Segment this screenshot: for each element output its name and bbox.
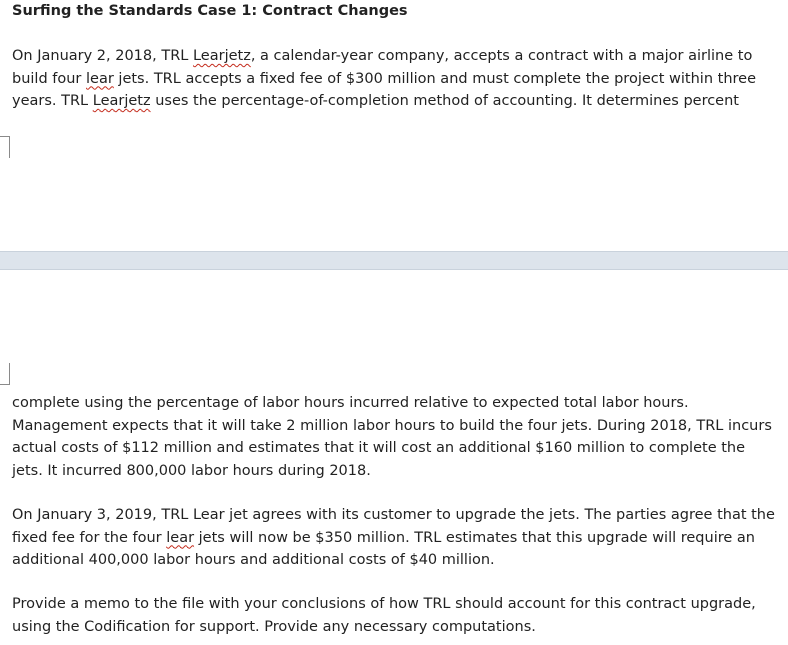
page-break-gap [0,251,788,270]
paragraph-2 [12,504,775,572]
page-corner-mark [0,363,10,385]
paragraph-line: Management expects that it will take 2 million labor hours to build the four jets. During 2018, TRL incurs [12,417,772,434]
misspelled-word[interactable]: Learjetz [92,93,151,109]
paragraph-1 [12,45,756,113]
paragraph-line: jets. It incurred 800,000 labor hours during 2018. [12,462,371,479]
paragraph-line: using the Codification for support. Provide any necessary computations. [12,618,536,635]
misspelled-word[interactable]: lear [86,70,114,87]
paragraph-line: fixed fee for the four lear jets will now be $350 million. TRL estimates that this upgrade will require an [12,529,755,546]
paragraph-line: On January 3, 2019, TRL Lear jet agrees with its customer to upgrade the jets. The parties agree that the [12,507,775,523]
document-title: Surfing the Standards Case 1: Contract Changes [12,3,408,19]
paragraph-line: On January 2, 2018, TRL Learjetz, a calendar-year company, accepts a contract with a major airline to [12,48,753,64]
paragraph-line: years. TRL Learjetz uses the percentage-of-completion method of accounting. It determines percent [12,93,739,109]
paragraph-line: Provide a memo to the file with your conclusions of how TRL should account for this contract upgrade, [12,596,756,612]
paragraph-1-continued [12,392,772,482]
page-corner-mark [0,136,10,158]
paragraph-line: actual costs of $112 million and estimates that it will cost an additional $160 million to complete the [12,440,746,456]
misspelled-word[interactable]: Learjetz [192,48,251,64]
paragraph-line: build four lear jets. TRL accepts a fixed fee of $300 million and must complete the project within three [12,70,756,87]
misspelled-word[interactable]: lear [166,529,195,546]
paragraph-3 [12,593,756,638]
paragraph-line: complete using the percentage of labor hours incurred relative to expected total labor hours. [12,395,689,411]
paragraph-line: additional 400,000 labor hours and additional costs of $40 million. [12,552,495,568]
